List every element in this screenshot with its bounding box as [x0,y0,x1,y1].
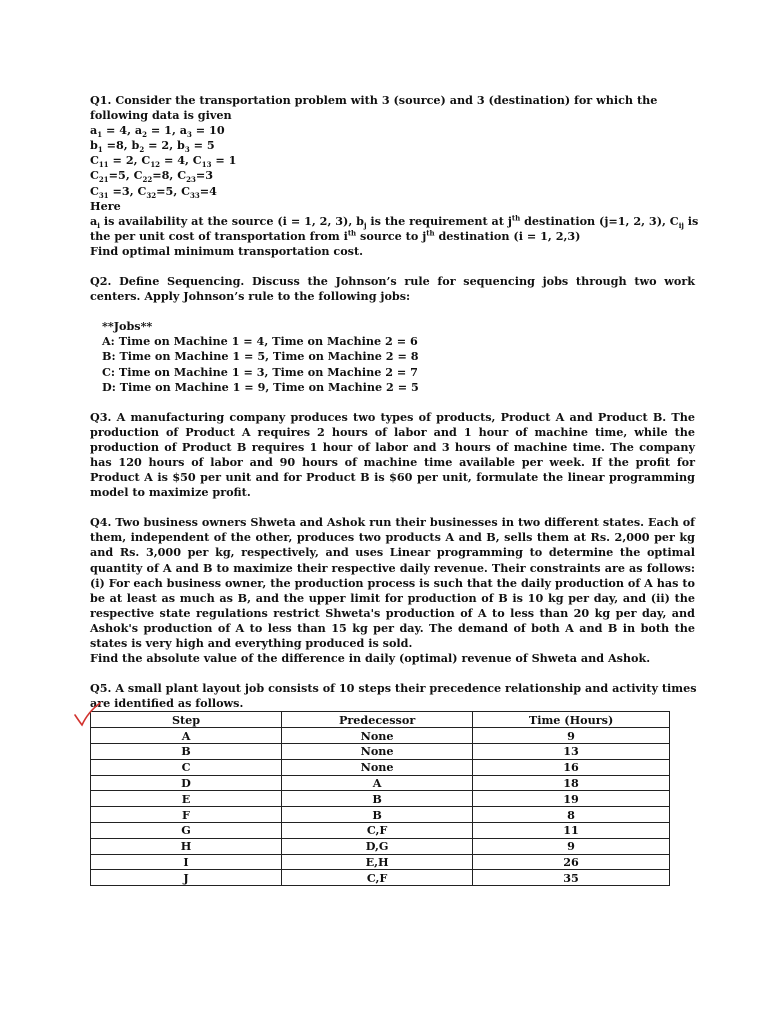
q1-a-values: $a_1 = 4$, $a_2 = 1$, $a_3 = 10$ [90,123,225,140]
q2-job-a: A: Time on Machine 1 = 4, Time on Machine 2 = 6 [102,334,418,349]
q2-job-b: B: Time on Machine 1 = 5, Time on Machine 2 = 8 [102,349,419,364]
predecessor-cell: None [282,759,473,775]
q2-jobs-header: **Jobs** [102,319,153,334]
time-cell: 16 [473,759,670,775]
q1-definition-2: the per unit cost of transportation from $i^{th}$ source to $j^{th}$ destination (i = 1, 2,3) [90,228,581,243]
q1-c-row-3: $C_{31} =3$, $C_{32}=5$, $C_{33}=4$ [90,183,217,200]
predecessor-cell: E,H [282,854,473,870]
q5-line-1: Q5. A small plant layout job consists of 10 steps their precedence relationship and activity times [90,681,697,696]
predecessor-cell: C,F [282,822,473,838]
time-cell: 13 [473,743,670,759]
time-cell: 9 [473,838,670,854]
q3-text: Q3. A manufacturing company produces two types of products, Product A and Product B. The production of Product A requires 2 hours of labor and 1 hour of machine time, while the production of Product B requires 1 hour of labor and 3 hours of machine time. The company has 120 hours of labor and 90 hours of machine time available per week. If the profit for Product A is $50 per unit and for Product B is $60 per unit, formulate the linear programming model to maximize profit. [90,409,695,500]
table-row [91,743,670,759]
predecessor-cell: None [282,743,473,759]
step-cell: A [91,728,282,744]
step-cell: C [91,759,282,775]
predecessor-cell: B [282,807,473,823]
q2-jobs-block [90,319,695,394]
q2-job-d: D: Time on Machine 1 = 9, Time on Machine 2 = 5 [102,379,419,394]
step-cell: I [91,854,282,870]
q1-c-row-1: $C_{11} = 2$, $C_{12} = 4$, $C_{13} = 1$ [90,153,237,170]
table-row [91,870,670,886]
table-row [91,807,670,823]
q2-text: Q2. Define Sequencing. Discuss the Johnson’s rule for sequencing jobs through two work centers. Apply Johnson’s rule to the following jobs: [90,274,695,304]
step-cell: E [91,791,282,807]
header-time: Time (Hours) [473,712,670,728]
q4-find: Find the absolute value of the difference in daily (optimal) revenue of Shweta and Ashok. [90,651,651,666]
header-step: Step [91,712,282,728]
time-cell: 8 [473,807,670,823]
table-header-row [91,712,670,728]
step-cell: H [91,838,282,854]
time-cell: 26 [473,854,670,870]
step-cell: J [91,870,282,886]
q1-line-2: following data is given [90,108,232,123]
time-cell: 19 [473,791,670,807]
table-row [91,822,670,838]
q2-job-c: C: Time on Machine 1 = 3, Time on Machine 2 = 7 [102,364,418,379]
q4-text: Q4. Two business owners Shweta and Ashok run their businesses in two different states. Each of them, independent of the other, produces two products A and B, sells them at Rs. 2,000 per kg and Rs. 3,000 per kg, respectively, and uses Linear programming to determine the optimal quantity of A and B to maximize their respective daily revenue. Their constraints are as follows: (i) For each business owner, the production process is such that the daily production of A has to be at least as much as B, and the upper limit for production of B is 10 kg per day, and (ii) the respective state regulations restrict Shweta's production of A to less than 20 kg per day, and Ashok's production of A to less than 15 kg per day. The demand of both A and B in both the states is very high and everything produced is sold. [90,515,695,650]
red-checkmark-icon [72,702,102,728]
step-cell: B [91,743,282,759]
precedence-table [90,711,670,886]
header-predecessor: Predecessor [282,712,473,728]
table-row [91,791,670,807]
table-row [91,854,670,870]
q1-line-1: Q1. Consider the transportation problem with 3 (source) and 3 (destination) for which the [90,93,658,107]
step-cell: G [91,822,282,838]
table-row [91,759,670,775]
time-cell: 18 [473,775,670,791]
predecessor-cell: B [282,791,473,807]
q1-c-row-2: $C_{21}=5$, $C_{22}=8$, $C_{23}=3$ [90,168,214,185]
step-cell: D [91,775,282,791]
time-cell: 9 [473,728,670,744]
q1-b-values: $b_1 =8$, $b_2 = 2$, $b_3 = 5$ [90,138,215,155]
q1-find: Find optimal minimum transportation cost. [90,243,364,258]
time-cell: 11 [473,822,670,838]
document-page [90,93,699,886]
predecessor-cell: A [282,775,473,791]
step-cell: F [91,807,282,823]
predecessor-cell: D,G [282,838,473,854]
time-cell: 35 [473,870,670,886]
table-row [91,775,670,791]
table-row [91,728,670,744]
table-row [91,838,670,854]
q1-definition-1: $a_i$ is availability at the source (i = 1, 2, 3), $b_j$ is the requirement at $j^{th}$ destination (j=1, 2, 3), $C_{ij}$ is [90,213,699,230]
q5-line-2: are identified as follows. [90,696,244,711]
predecessor-cell: None [282,728,473,744]
q1-here: Here [90,198,121,213]
predecessor-cell: C,F [282,870,473,886]
